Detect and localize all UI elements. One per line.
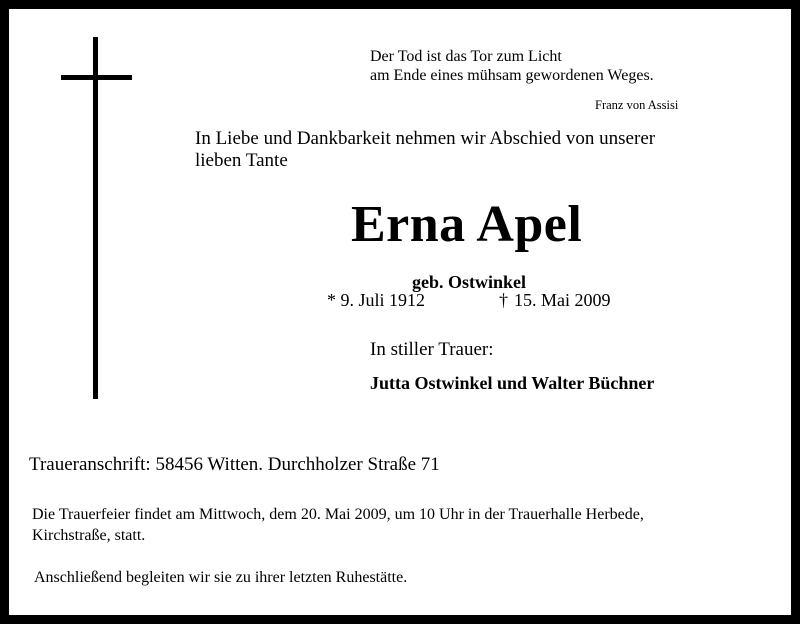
ceremony-line-1: Die Trauerfeier findet am Mittwoch, dem 20. Mai 2009, um 10 Uhr in der Trauerhalle Herbede, bbox=[32, 506, 644, 523]
deceased-name: Erna Apel bbox=[351, 196, 583, 253]
burial-info: Anschließend begleiten wir sie zu ihrer letzten Ruhestätte. bbox=[34, 569, 408, 586]
mourning-label: In stiller Trauer: bbox=[370, 339, 494, 360]
mourning-address: Traueranschrift: 58456 Witten. Durchholzer Straße 71 bbox=[29, 454, 440, 475]
death-dagger-icon: † bbox=[499, 290, 508, 310]
intro-line-1: In Liebe und Dankbarkeit nehmen wir Abschied von unserer bbox=[195, 128, 656, 149]
quote-author: Franz von Assisi bbox=[595, 98, 679, 112]
ceremony-line-2: Kirchstraße, statt. bbox=[32, 527, 146, 544]
quote-line-2: am Ende eines mühsam gewordenen Weges. bbox=[370, 67, 654, 84]
intro-line-2: lieben Tante bbox=[195, 150, 288, 171]
death-date-line bbox=[499, 290, 611, 311]
maiden-name: geb. Ostwinkel bbox=[412, 272, 527, 292]
cross-horizontal-bar bbox=[61, 75, 132, 80]
death-date: 15. Mai 2009 bbox=[514, 290, 611, 310]
quote-line-1: Der Tod ist das Tor zum Licht bbox=[370, 48, 562, 65]
mourner-names: Jutta Ostwinkel und Walter Büchner bbox=[370, 373, 655, 393]
cross-vertical-bar bbox=[93, 37, 98, 399]
birth-date: * 9. Juli 1912 bbox=[327, 290, 426, 310]
